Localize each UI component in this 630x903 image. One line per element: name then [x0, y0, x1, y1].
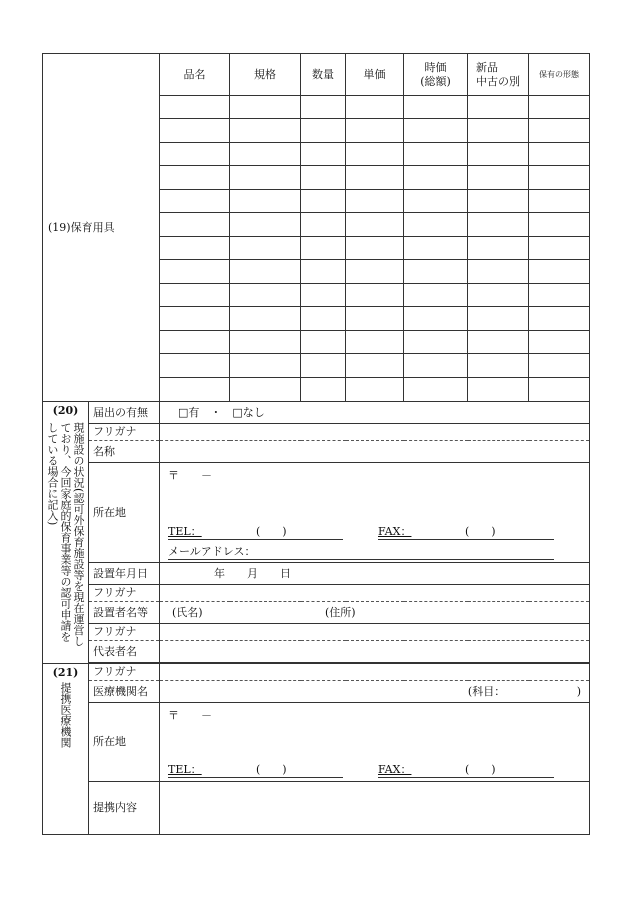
hospital-postal-mark: 〒 － [168, 709, 212, 722]
founder-row [43, 602, 590, 624]
hospital-tel-paren: ( ) [256, 763, 287, 776]
market-value-line2: (総額) [420, 74, 451, 88]
hospital-fax-underline [378, 777, 554, 778]
founder-furigana-label: フリガナ [89, 585, 160, 602]
hospital-fax-paren: ( ) [465, 763, 496, 776]
hospital-furigana-input[interactable] [160, 664, 590, 681]
hospital-address-label: 所在地 [89, 703, 160, 782]
application-form-table [42, 53, 590, 835]
representative-furigana-label: フリガナ [89, 624, 160, 641]
facility-name-input[interactable] [160, 441, 590, 463]
notification-options[interactable]: □有 ・ □なし [160, 402, 590, 424]
founder-furigana-row [43, 585, 590, 602]
header-quantity: 数量 [301, 54, 346, 96]
representative-input[interactable] [160, 641, 590, 663]
hospital-address-row [43, 703, 590, 782]
current-facility-section-label [43, 402, 89, 664]
hospital-name-label: 医療機関名 [89, 681, 160, 703]
market-value-line1: 時価 [424, 60, 447, 74]
facility-name-row [43, 441, 590, 463]
partnership-content-row [43, 782, 590, 835]
equipment-header-row [43, 54, 590, 96]
facility-fax-label: FAX： [378, 525, 412, 538]
new-used-line2: 中古の別 [476, 74, 520, 88]
facility-furigana-label: フリガナ [89, 424, 160, 441]
facility-tel-underline [168, 539, 343, 540]
new-used-line1: 新品 [476, 60, 498, 74]
header-ownership: 保有の形態 [529, 54, 590, 96]
facility-furigana-input[interactable] [160, 424, 590, 441]
representative-furigana-row [43, 624, 590, 641]
established-date-row [43, 563, 590, 585]
hospital-section-label [43, 664, 89, 835]
hospital-furigana-label: フリガナ [89, 664, 160, 681]
header-market-value [404, 54, 468, 96]
facility-email-underline [168, 559, 554, 560]
founder-address-label: (住所) [325, 606, 356, 619]
established-date-label: 設置年月日 [89, 563, 160, 585]
representative-label: 代表者名 [89, 641, 160, 663]
representative-furigana-input[interactable] [160, 624, 590, 641]
hospital-name-row [43, 681, 590, 703]
established-date-input[interactable]: 年 月 日 [160, 563, 590, 585]
founder-input[interactable] [160, 602, 590, 624]
hospital-address-block[interactable] [160, 703, 590, 782]
founder-furigana-input[interactable] [160, 585, 590, 602]
facility-furigana-row [43, 424, 590, 441]
equipment-section-label: (19)保育用具 [43, 54, 160, 402]
facility-tel-paren: ( ) [256, 525, 287, 538]
header-item-name: 品名 [160, 54, 230, 96]
hospital-tel-label: TEL： [168, 763, 202, 776]
section-21-number: (21) [52, 666, 79, 679]
facility-fax-underline [378, 539, 554, 540]
facility-postal-mark: 〒 － [168, 469, 212, 482]
notification-row [43, 402, 590, 424]
hospital-furigana-row [43, 664, 590, 681]
header-unit-price: 単価 [346, 54, 404, 96]
hospital-department[interactable]: (科目： ) [160, 681, 590, 703]
facility-name-label: 名称 [89, 441, 160, 463]
facility-address-row [43, 463, 590, 563]
representative-row [43, 641, 590, 663]
partnership-content-label: 提携内容 [89, 782, 160, 835]
founder-name-label: (氏名) [172, 606, 203, 619]
header-spec: 規格 [230, 54, 301, 96]
facility-address-label: 所在地 [89, 463, 160, 563]
section-21-title: 提携医療機関 [59, 681, 72, 748]
facility-fax-paren: ( ) [465, 525, 496, 538]
notification-label: 届出の有無 [89, 402, 160, 424]
founder-label: 設置者名等 [89, 602, 160, 624]
hospital-fax-label: FAX： [378, 763, 412, 776]
header-new-used [468, 54, 529, 96]
facility-address-block[interactable] [160, 463, 590, 563]
hospital-tel-underline [168, 777, 343, 778]
partnership-content-input[interactable] [160, 782, 590, 835]
section-20-number: (20) [52, 404, 79, 417]
facility-email-label: メールアドレス： [168, 545, 256, 558]
facility-tel-label: TEL： [168, 525, 202, 538]
section-20-title: 現施設の状況(認可外保育施設等を現在運営しており、今回家庭的保育事業等の認可申請をしている場合に記入) [46, 421, 85, 647]
